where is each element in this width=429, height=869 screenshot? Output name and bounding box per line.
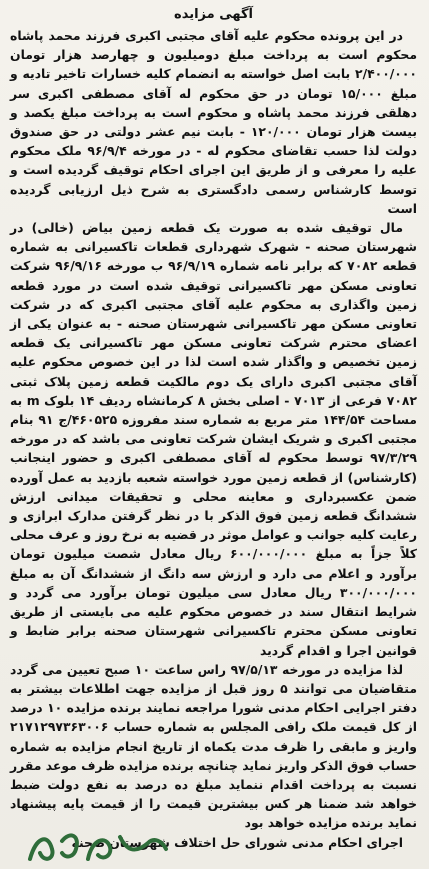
paragraph-issuing-office: اجرای احکام مدنی شورای حل اختلاف شهرستان صحنه <box>71 834 403 850</box>
paragraph-auction-terms: لذا مزایده در مورخه ۹۷/۵/۱۳ راس ساعت ۱۰ صبح تعیین می گردد متقاضیان می توانند ۵ روز قبل از مزایده جهت اطلاعات بیشتر به دفتر اجرایی احکام مدنی شورا مراجعه نمایند برنده مزایده ۱۰ درصد از کل قیمت ملک رافی المجلس به شماره حساب ۲۱۷۱۲۹۷۳۶۳۰۰۶ واریز و مابقی را ظرف مدت یکماه از تاریخ انجام مزایده به شماره حساب فوق الذکر واریز نماید چنانچه برنده مزایده ظرف موعد مقرر نسبت به پرداخت اقدام ننماید مبلغ ده درصد به نفع دولت ضبط خواهد شد ضمنا هر کس بیشترین قیمت را از قیمت پایه پیشنهاد نماید برنده مزایده خواهد بود <box>10 661 418 831</box>
paragraph-case-summary: در این پرونده محکوم علیه آقای مجتبی اکبری فرزند محمد پاشاه محکوم است به پرداخت مبلغ دومیلیون و چهارصد هزار تومان ۲/۴۰۰/۰۰۰ بابت اصل خواسته به انضمام کلیه خسارات تاخیر تادیه و مبلغ ۱۵/۰۰۰ تومان در حق محکوم له آقای مصطفی اکبری سر دهلقی فرزند محمد پاشاه و محکوم است به پرداخت مبلغ یکصد و بیست هزار تومان ۱۲۰/۰۰۰ - بابت نیم عشر دولتی در حق صندوق دولت لذا حسب تقاضای محکوم له - در مورخه ۹۶/۹/۴ ملک محکوم علیه را معرفی و از طریق این اجرای احکام توقیف گردیده است و توسط کارشناس رسمی دادگستری به شرح ذیل ارزیابی گردیده است <box>10 28 418 216</box>
paragraph-property-description: مال توقیف شده به صورت یک قطعه زمین بیاض (خالی) در شهرستان صحنه - شهرک شهرداری قطعات تاکسیرانی به شماره قطعه ۷۰۸۲ که برابر نامه شماره ۹۶/۹/۱۹ ب مورخه ۹۶/۹/۱۶ شرکت تعاونی مسکن مهر تاکسیرانی توقیف شده است در مورد قطعه زمین واگذاری به محکوم علیه آقای مجتبی اکبری که در شرکت تعاونی مسکن مهر تاکسیرانی شهرستان صحنه - به عنوان یکی از اعضای محترم شرکت تعاونی مسکن مهر تاکسیرانی یک قطعه زمین تخصیص و واگذار شده است لذا در این خصوص محکوم علیه آقای مجتبی اکبری دارای یک دوم مالکیت قطعه زمین پلاک ثبتی ۷۰۸۲ فرعی از ۷۰۱۳ - اصلی بخش ۸ کرمانشاه ردیف ۱۴ بلوک m به مساحت ۱۴۴/۵۴ متر مربع به شماره سند مفروزه ۴۶۰۵۲۵/ج ۹۱ بنام مجتبی اکبری و شریک ایشان شرکت تعاونی می باشد که در مورخه ۹۷/۳/۲۹ توسط محکوم له آقای مصطفی اکبری و حضور اینجانب (کارشناس) از قطعه زمین مورد خواسته شعبه بازدید به عمل آورده ضمن عکسبرداری و معاینه محلی و تحقیقات میدانی ارزش ششدانگ قطعه زمین فوق الذکر با در نظر گرفتن مدارک ابرازی و رعایت کلیه جوانب و عوامل موثر در قضیه به نرخ روز و عرف محلی کلاً جزاً به مبلغ ۶۰۰/۰۰۰/۰۰۰ ریال معادل شصت میلیون تومان برآورد و اعلام می دارد و ارزش سه دانگ از ششدانگ آن به مبلغ ۳۰۰/۰۰۰/۰۰۰ ریال معادل سی میلیون تومان برآورد می گردد و شرایط انتقال سند در خصوص محکوم علیه می بایستی از طریق تعاونی مسکن محترم تاکسیرانی شهرستان صحنه برابر ضابط و قوانین اجرا و اقدام گردید <box>10 220 418 658</box>
notice-body <box>10 26 417 852</box>
notice-title: آگهی مزایده <box>174 7 253 22</box>
handwritten-mark-icon <box>22 819 172 867</box>
